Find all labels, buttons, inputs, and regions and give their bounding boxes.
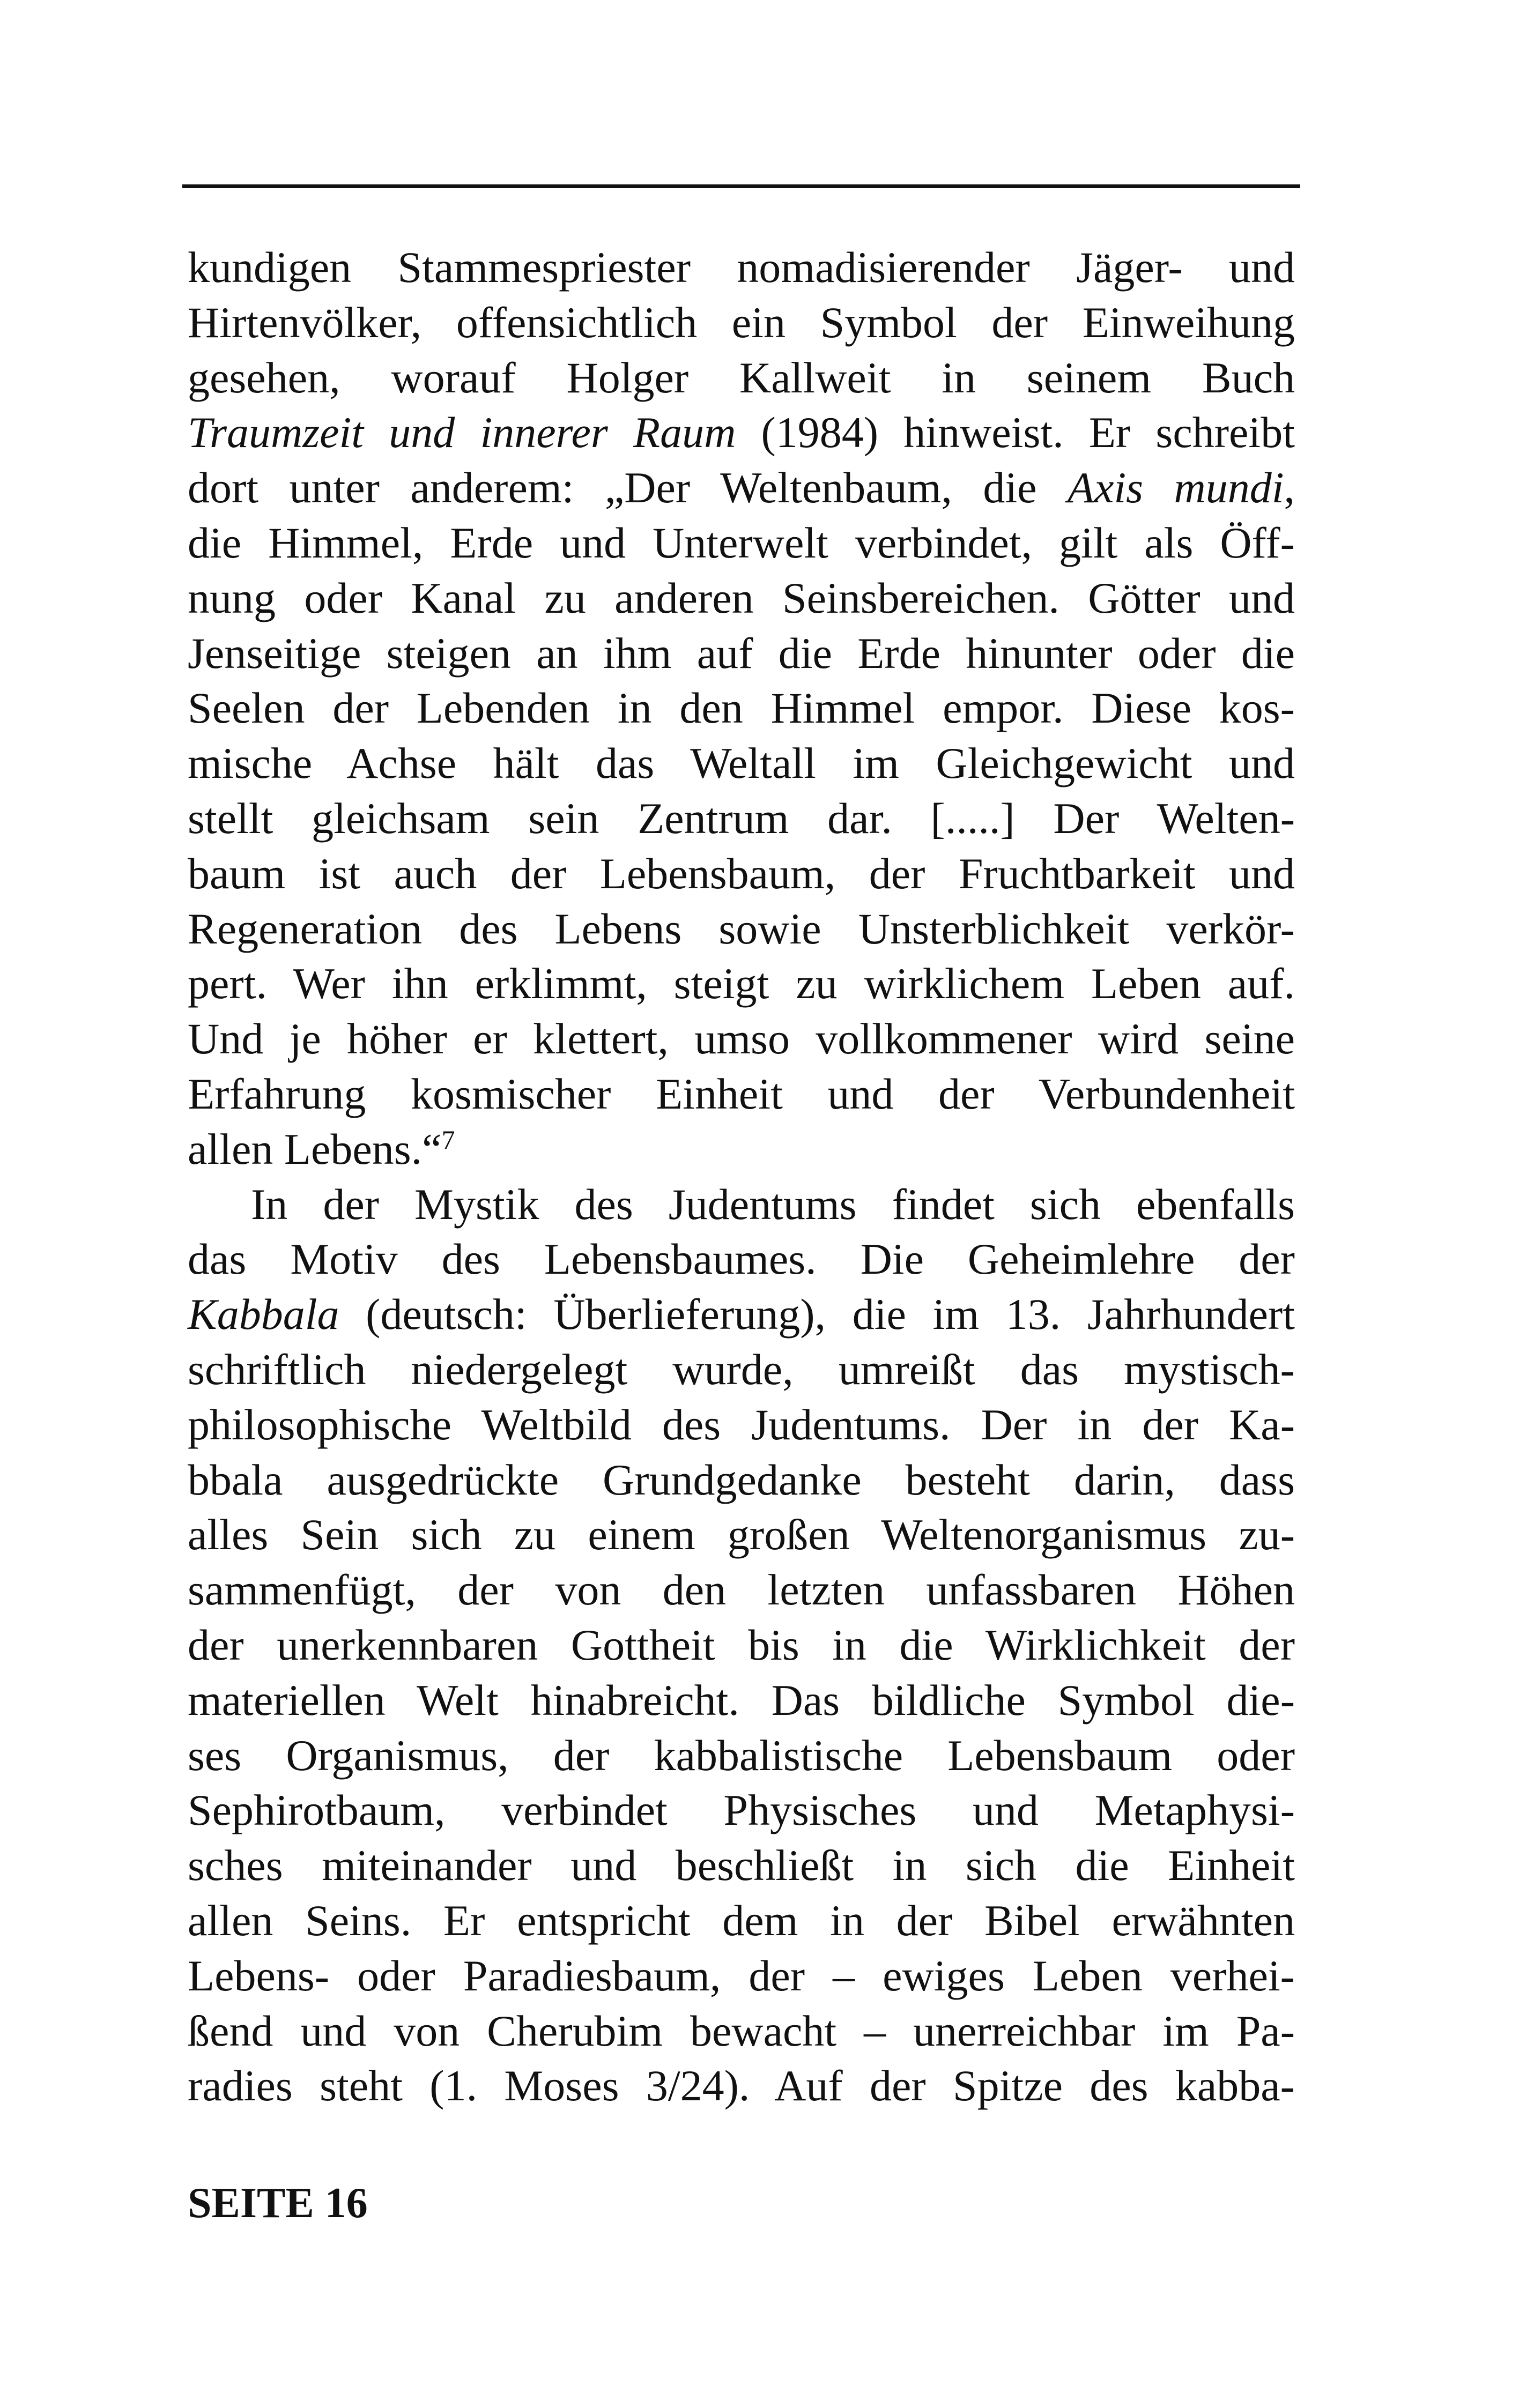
paragraph-2: [188, 1177, 1295, 2114]
text-line: allen Seins. Er entspricht dem in der Bibel erwähnten: [188, 1896, 1295, 1945]
text-line: kundigen Stammespriester nomadisierender Jäger- und: [188, 243, 1295, 292]
text-line: [188, 1122, 1295, 1177]
text-line: das Motiv des Lebensbaumes. Die Geheimlehre der: [188, 1235, 1295, 1284]
text-line: radies steht (1. Moses 3/24). Auf der Spitze des kabba-: [188, 2061, 1295, 2110]
latin-term: Axis mundi: [1067, 463, 1284, 512]
text-line: die Himmel, Erde und Unterwelt verbindet, gilt als Öff-: [188, 518, 1295, 567]
text-line: bbala ausgedrückte Grundgedanke besteht darin, dass: [188, 1455, 1295, 1504]
text-line: Lebens- oder Paradiesbaum, der – ewiges Leben verhei-: [188, 1951, 1295, 2000]
body-text: [188, 240, 1295, 2114]
text-line: sammenfügt, der von den letzten unfassbaren Höhen: [188, 1565, 1295, 1615]
text-line: ßend und von Cherubim bewacht – unerreichbar im Pa-: [188, 2006, 1295, 2055]
term-kabbala: Kabbala: [188, 1290, 339, 1339]
text-line: Hirtenvölker, offensichtlich ein Symbol der Einweihung: [188, 298, 1295, 347]
text-run: dort unter anderem: „Der Weltenbaum, die: [188, 463, 1068, 512]
book-title: Traumzeit und innerer Raum: [188, 408, 736, 457]
text-run: (deutsch: Überlieferung), die im 13. Jahrhundert: [339, 1290, 1295, 1339]
text-line: nung oder Kanal zu anderen Seinsbereichen. Götter und: [188, 573, 1295, 622]
text-line: stellt gleichsam sein Zentrum dar. [.....] Der Welten-: [188, 793, 1295, 843]
text-line: schriftlich niedergelegt wurde, umreißt das mystisch-: [188, 1344, 1295, 1394]
text-line: materiellen Welt hinabreicht. Das bildliche Symbol die-: [188, 1675, 1295, 1725]
text-line: In der Mystik des Judentums findet sich ebenfalls: [251, 1179, 1295, 1229]
text-line: Erfahrung kosmischer Einheit und der Verbundenheit: [188, 1069, 1295, 1118]
text-line: baum ist auch der Lebensbaum, der Fruchtbarkeit und: [188, 849, 1295, 898]
text-line: sches miteinander und beschließt in sich die Einheit: [188, 1841, 1295, 1890]
text-line: philosophische Weltbild des Judentums. Der in der Ka-: [188, 1400, 1295, 1449]
text-line: der unerkennbaren Gottheit bis in die Wirklichkeit der: [188, 1620, 1295, 1669]
text-line: [188, 460, 1295, 516]
text-line: ses Organismus, der kabbalistische Lebensbaum oder: [188, 1730, 1295, 1780]
text-run: ,: [1284, 463, 1295, 512]
text-line: [188, 405, 1295, 460]
text-line: Seelen der Lebenden in den Himmel empor. Diese kos-: [188, 683, 1295, 733]
text-line: Und je höher er klettert, umso vollkommener wird seine: [188, 1014, 1295, 1064]
text-line: alles Sein sich zu einem großen Weltenorganismus zu-: [188, 1510, 1295, 1559]
text-line: [188, 1287, 1295, 1342]
text-run: (1984) hinweist. Er schreibt: [736, 408, 1295, 457]
text-line: Jenseitige steigen an ihm auf die Erde hinunter oder die: [188, 628, 1295, 678]
page-number: SEITE 16: [188, 2180, 368, 2227]
text-run: allen Lebens.“: [188, 1124, 442, 1173]
text-line: Sephirotbaum, verbindet Physisches und Metaphysi-: [188, 1786, 1295, 1835]
text-line: pert. Wer ihn erklimmt, steigt zu wirklichem Leben auf.: [188, 959, 1295, 1008]
text-line: gesehen, worauf Holger Kallweit in seinem Buch: [188, 353, 1295, 402]
text-line: mische Achse hält das Weltall im Gleichgewicht und: [188, 739, 1295, 788]
header-rule: [182, 184, 1300, 188]
paragraph-1: [188, 240, 1295, 1177]
footnote-marker: 7: [441, 1124, 455, 1155]
text-line: Regeneration des Lebens sowie Unsterblichkeit verkör-: [188, 904, 1295, 953]
